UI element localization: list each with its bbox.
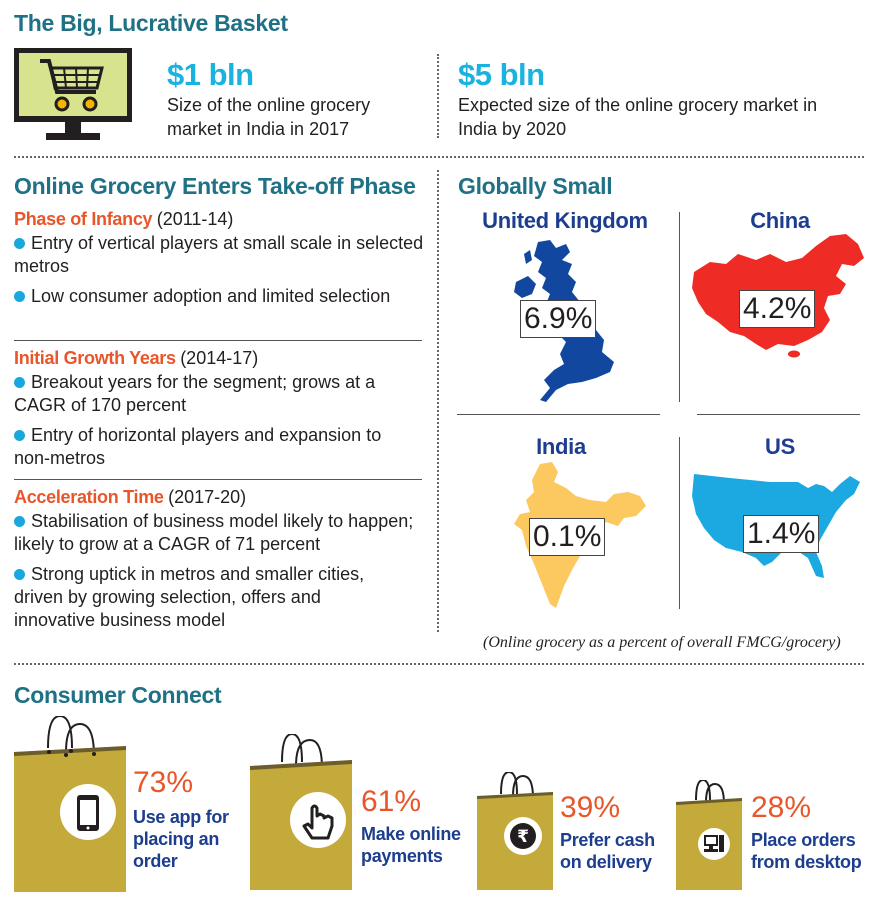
- country-name-uk: United Kingdom: [482, 208, 648, 233]
- shopping-bag-icon: [14, 716, 126, 897]
- divider: [437, 170, 439, 632]
- divider: [14, 156, 864, 158]
- bullet-icon: [14, 377, 25, 388]
- divider: [14, 340, 422, 341]
- country-name-us: US: [765, 434, 795, 459]
- divider: [679, 212, 680, 402]
- phase-infancy: [14, 209, 424, 308]
- list-item: Strong uptick in metros and smaller cities, driven by growing selection, offers and innovative business model: [14, 564, 365, 630]
- list-item: Low consumer adoption and limited selection: [14, 285, 424, 308]
- divider: [697, 414, 860, 415]
- stat2-desc: Expected size of the online grocery market in India by 2020: [458, 95, 818, 139]
- stat-label: Prefer cash on delivery: [560, 830, 655, 872]
- bullet-icon: [14, 238, 25, 249]
- phases-title: Online Grocery Enters Take-off Phase: [14, 173, 416, 199]
- stat1-value: $1 bln: [167, 57, 254, 92]
- bullet-icon: [14, 430, 25, 441]
- phase-name: Initial Growth Years: [14, 348, 176, 368]
- global-title: Globally Small: [458, 173, 613, 199]
- stat-label: Make online payments: [361, 824, 461, 866]
- shopping-bag-icon: [250, 734, 352, 895]
- list-item: Stabilisation of business model likely to happen; likely to grow at a CAGR of 71 percent: [14, 511, 414, 554]
- phase-range: (2014-17): [180, 348, 259, 368]
- country-name-india: India: [536, 434, 586, 459]
- pct-china: 4.2%: [739, 290, 815, 328]
- phase-range: (2017-20): [168, 487, 247, 507]
- stat1-desc: Size of the online grocery market in India in 2017: [167, 95, 371, 139]
- stat-label: Use app for placing an order: [133, 807, 229, 871]
- phase-acceleration: [14, 487, 424, 632]
- pct-uk: 6.9%: [520, 300, 596, 338]
- phase-name: Phase of Infancy: [14, 209, 153, 229]
- bullet-icon: [14, 291, 25, 302]
- stat-pct: 39%: [560, 791, 621, 824]
- shopping-cart-monitor-icon: [14, 48, 132, 151]
- phase-name: Acceleration Time: [14, 487, 164, 507]
- pct-india: 0.1%: [529, 518, 605, 556]
- divider: [457, 414, 660, 415]
- shopping-bag-icon: [477, 772, 553, 895]
- stat-pct: 61%: [361, 785, 422, 818]
- consumer-title: Consumer Connect: [14, 682, 222, 708]
- pct-us: 1.4%: [743, 515, 819, 553]
- divider: [14, 663, 864, 665]
- stat-pct: 73%: [133, 766, 194, 799]
- stat-label: Place orders from desktop: [751, 830, 862, 872]
- list-item: Breakout years for the segment; grows at a CAGR of 170 percent: [14, 372, 376, 415]
- list-item: Entry of vertical players at small scale in selected metros: [14, 233, 424, 276]
- svg-text:₹: ₹: [517, 827, 529, 847]
- divider: [437, 54, 439, 138]
- shopping-bag-icon: [676, 780, 742, 895]
- basket-title: The Big, Lucrative Basket: [14, 10, 288, 36]
- list-item: Entry of horizontal players and expansion to non-metros: [14, 425, 382, 468]
- country-name-china: China: [750, 208, 810, 233]
- divider: [14, 479, 422, 480]
- phase-range: (2011-14): [156, 209, 234, 229]
- phase-growth: [14, 348, 424, 470]
- divider: [679, 437, 680, 609]
- stat2-value: $5 bln: [458, 57, 545, 92]
- bullet-icon: [14, 569, 25, 580]
- footnote: (Online grocery as a percent of overall FMCG/grocery): [483, 634, 841, 651]
- bullet-icon: [14, 516, 25, 527]
- stat-pct: 28%: [751, 791, 812, 824]
